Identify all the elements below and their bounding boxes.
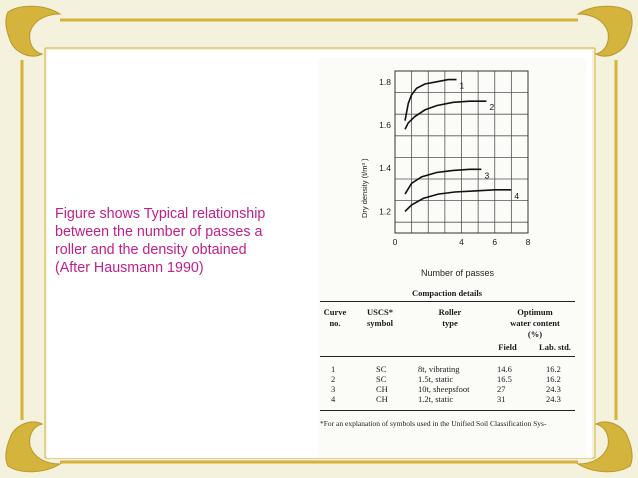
table-rule-header: [320, 356, 575, 357]
header-curve-no: no.: [329, 318, 341, 328]
x-tick-label: 0: [392, 237, 398, 247]
cell-curve-no: 3: [331, 384, 336, 394]
figure-caption: [55, 205, 295, 277]
cell-field: 31: [497, 394, 506, 404]
density-chart: [318, 58, 586, 288]
cell-uscs: CH: [376, 384, 388, 394]
table-rule-bottom: [320, 410, 575, 411]
chart-grid: [395, 71, 528, 233]
cell-roller: 1.5t, static: [418, 374, 454, 384]
caption-line: Figure shows Typical relationship: [55, 206, 266, 222]
header-field: Field: [498, 342, 517, 352]
curve-label: 2: [489, 102, 495, 113]
header-water-content: water content: [510, 318, 560, 328]
cell-lab: 16.2: [546, 364, 561, 374]
header-lab-std: Lab. std.: [539, 342, 571, 352]
y-tick-label: 1.8: [379, 76, 391, 87]
x-tick-label: 6: [492, 237, 498, 247]
curve-label: 4: [514, 190, 520, 201]
header-curve: Curve: [323, 307, 347, 317]
series-line-2: [405, 101, 486, 129]
cell-uscs: CH: [376, 394, 388, 404]
cell-field: 16.5: [497, 374, 512, 384]
header-optimum: Optimum: [517, 307, 553, 317]
caption-line: between the number of passes a: [55, 224, 263, 240]
cell-curve-no: 4: [331, 394, 336, 404]
header-roller: Roller: [438, 307, 462, 317]
cell-roller: 1.2t, static: [418, 394, 454, 404]
header-percent: (%): [527, 329, 543, 339]
cell-lab: 24.3: [546, 384, 561, 394]
cell-curve-no: 1: [331, 364, 336, 374]
y-axis-label: Dry density (t/m³ ): [360, 158, 369, 218]
cell-lab: 16.2: [546, 374, 561, 384]
corner-ornament-top-right: [578, 6, 632, 56]
cell-lab: 24.3: [546, 394, 561, 404]
header-roller-type: type: [442, 318, 458, 328]
chart-series: [405, 80, 511, 212]
x-tick-label: 8: [525, 237, 531, 247]
cell-uscs: SC: [376, 364, 387, 374]
table-rule-top: [320, 301, 575, 302]
caption-line: (After Hausmann 1990): [55, 260, 204, 276]
x-axis-label: Number of passes: [421, 268, 495, 278]
caption-line: roller and the density obtained: [55, 242, 247, 258]
cell-roller: 10t, sheepsfoot: [418, 384, 470, 394]
table-title: Compaction details: [411, 288, 483, 298]
cell-field: 27: [497, 384, 506, 394]
header-uscs: USCS*: [367, 307, 393, 317]
y-tick-label: 1.2: [379, 206, 391, 217]
cell-roller: 8t, vibrating: [418, 364, 460, 374]
corner-ornament-top-left: [6, 6, 60, 56]
cell-uscs: SC: [376, 374, 387, 384]
curve-label: 1: [459, 80, 465, 91]
x-tick-label: 4: [459, 237, 464, 247]
header-uscs-symbol: symbol: [367, 318, 393, 328]
cell-field: 14.6: [497, 364, 512, 374]
table-footnote: *For an explanation of symbols used in the Unified Soil Classification Sys-: [320, 419, 547, 428]
cell-curve-no: 2: [331, 374, 336, 384]
curve-label: 3: [484, 170, 490, 181]
y-tick-label: 1.4: [379, 163, 391, 174]
y-tick-label: 1.6: [379, 120, 391, 130]
